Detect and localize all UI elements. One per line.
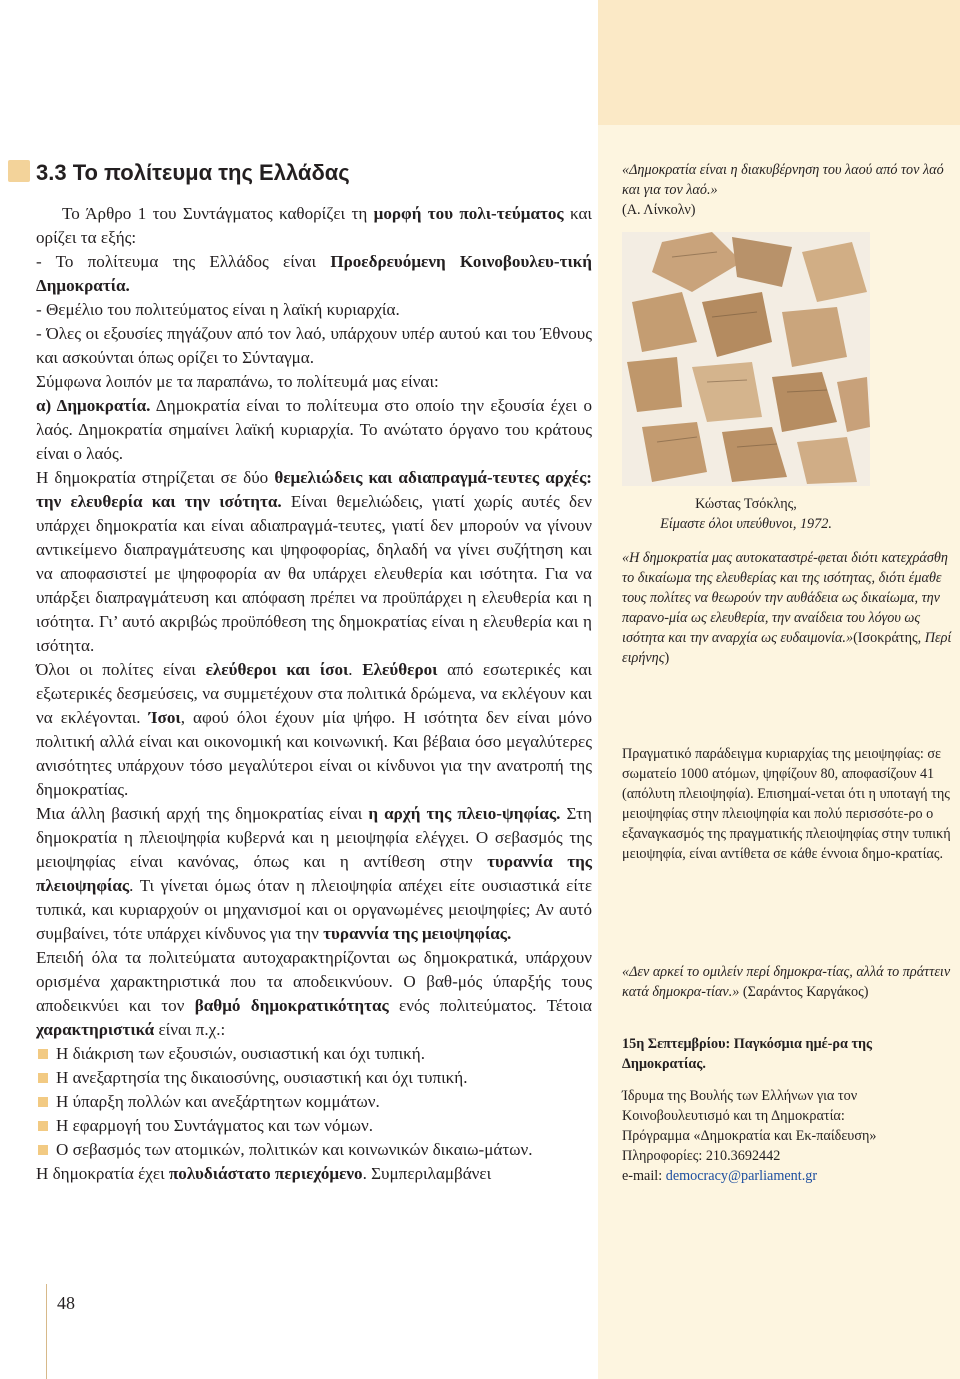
bullet-square-icon [38, 1097, 48, 1107]
paragraph-powers: - Όλες οι εξουσίες πηγάζουν από τον λαό, υπάρχουν υπέρ αυτού και του Έθνους και ασκούνται όπως ορίζει το Σύνταγμα. [36, 324, 592, 367]
email-link[interactable]: democracy@parliament.gr [665, 1168, 818, 1184]
minority-example: Πραγματικό παράδειγμα κυριαρχίας της μειοψηφίας: σε σωματείο 1000 ατόμων, ψηφίζουν 80, αποφασίζουν 41 (απόλυτη πλειοψηφία). Επισημαί-νεται ότι η υποταγή της μειοψηφίας στην πλειοψηφία και πολύ περισσότε-ρο ο εξαναγκασμός της πραγματικής πλειοψηφίας στην τυπική μειοψηφία, είναι αντίθετα σε κάθε έννοια δημο-κρατίας. [622, 746, 951, 862]
list-item: Η εφαρμογή του Συντάγματος και των νόμων. [36, 1114, 592, 1138]
paragraph-characteristics: Επειδή όλα τα πολιτεύματα αυτοχαρακτηρίζονται ως δημοκρατικά, υπάρχουν ορισμένα χαρακτηριστικά που τα αποδεικνύουν. Ο βαθ-μός ύπαρξής τους αποδεικνύει και τον βαθμό δημοκρατικότητας ενός πολιτεύματος. Τέτοια χαρακτηριστικά είναι π.χ.: [36, 948, 593, 1039]
kargakos-quote: «Δεν αρκεί το ομιλείν περί δημοκρα-τίας, αλλά το πράττειν κατά δημοκρα-τίαν.» (Σαράντος Καργάκος) [622, 964, 951, 1000]
paragraph-regime: - Το πολίτευμα της Ελλάδος είναι Προεδρευόμενη Κοινοβουλευ-τική Δημοκρατία. [36, 252, 592, 295]
paragraph-multidimensional: Η δημοκρατία έχει πολυδιάστατο περιεχόμενο. Συμπεριλαμβάνει [36, 1164, 492, 1183]
bullet-square-icon [38, 1073, 48, 1083]
democracy-day: 15η Σεπτεμβρίου: Παγκόσμια ημέ-ρα της Δημοκρατίας. [622, 1036, 873, 1072]
crumpled-newspapers-artwork [622, 232, 870, 486]
paragraph-summary: Σύμφωνα λοιπόν με τα παραπάνω, το πολίτευμά μας είναι: [36, 372, 439, 391]
paragraph-majority: Μια άλλη βασική αρχή της δημοκρατίας είναι η αρχή της πλειο-ψηφίας. Στη δημοκρατία η πλειοψηφία κυβερνά και η μειοψηφία ελέγχει. Ο σεβασμός της μειοψηφίας είναι κανόνας, όπως και η αντίθεση στην τυραννία της πλειοψηφίας. Τι γίνεται όμως όταν η πλειοψηφία απέχει είτε ουσιαστικά είτε τυπικά, και κυριαρχούν οι μηχανισμοί και οι οργανωμένες μειοψηφίες; Αν αυτό συμβαίνει, τότε υπάρχει κίνδυνος για την τυραννία της μειοψηφίας. [36, 804, 592, 943]
foundation-info: Ίδρυμα της Βουλής των Ελλήνων για τον Κοινοβουλευτισμό και τη Δημοκρατία: Πρόγραμμα «Δημοκρατία και Εκ-παίδευση» Πληροφορίες: 210.3692442 e-mail: democracy@parliament.gr [622, 1088, 877, 1184]
paragraph-free-equal: Όλοι οι πολίτες είναι ελεύθεροι και ίσοι. Ελεύθεροι από εσωτερικές και εξωτερικές δεσμεύσεις, να συμμετέχουν στα πολιτικά δρώμενα, να εκλέγουν και να εκλέγονται. Ίσοι, αφού όλοι έχουν μία ψήφο. Η ισότητα δεν είναι μόνο πολιτική αλλά είναι και οικονομική και κοινωνική. Και βέβαια όσο μεγαλύτερες ανισότητες υπάρχουν τόσο μεγαλύτεροι είναι οι κίνδυνοι για την ανατροπή της δημοκρατίας. [36, 660, 593, 799]
bullet-square-icon [38, 1121, 48, 1131]
paragraph-democracy-definition: α) Δημοκρατία. Δημοκρατία είναι το πολίτευμα στο οποίο την εξουσία έχει ο λαός. Δημοκρατία σημαίνει λαϊκή κυριαρχία. Το ανώτατο όργανο του κράτους είναι ο λαός. [36, 396, 592, 463]
list-item: Η ανεξαρτησία της δικαιοσύνης, ουσιαστική και όχι τυπική. [36, 1066, 592, 1090]
list-item: Ο σεβασμός των ατομικών, πολιτικών και κοινωνικών δικαιω-μάτων. [36, 1138, 592, 1162]
lincoln-quote: «Δημοκρατία είναι η διακυβέρνηση του λαού από τον λαό και για τον λαό.» (Α. Λίνκολν) [622, 162, 944, 218]
paragraph-foundation: - Θεμέλιο του πολιτεύματος είναι η λαϊκή κυριαρχία. [36, 300, 400, 319]
paragraph-principles: Η δημοκρατία στηρίζεται σε δύο θεμελιώδεις και αδιαπραγμά-τευτες αρχές: την ελευθερία και την ισότητα. Είναι θεμελιώδεις, γιατί χωρίς αυτές δεν υπάρχει δημοκρατία και είναι αδιαπραγμά-τευτες, γιατί δεν μπορούν να γίνουν αντικείμενο διαπραγμάτευσης και ψηφοφορίας, δηλαδή να γίνει συζήτηση και να αποφασιστεί με ψηφοφορία αν θα υπάρχει ελευθερία και ισότητα. Για να υπάρξει διαπραγμάτευση και απόφαση πρέπει να προϋπάρχει η ελευθερία και η ισότητα. Γι’ αυτό ακριβώς προϋπόθεση της δημοκρατίας είναι η ελευθερία και η ισότητα. [36, 468, 592, 655]
isocrates-quote: «Η δημοκρατία μας αυτοκαταστρέ-φεται διότι κατεχράσθη το δικαίωμα της ελευθερίας και της ισότητας, διότι έμαθε τους πολίτες να θεωρούν την αυθάδεια ως δικαίωμα, την παρανο-μία ως ελευθερία, την αναίδεια του λόγου ως ισότητα και την αναρχία ως ευδαιμονία.»(Ισοκράτης, Περί ειρήνης) [622, 550, 952, 666]
section-marker-icon [8, 160, 30, 182]
paragraph-article-1: Το Άρθρο 1 του Συντάγματος καθορίζει τη μορφή του πολι-τεύματος και ορίζει τα εξής: [36, 204, 593, 247]
page-number-rule [46, 1284, 47, 1379]
characteristics-list [36, 1042, 592, 1162]
list-item: Η ύπαρξη πολλών και ανεξάρτητων κομμάτων. [36, 1090, 592, 1114]
bullet-square-icon [38, 1145, 48, 1155]
section-title: 3.3 Το πολίτευμα της Ελλάδας [36, 160, 350, 185]
header-color-block [598, 0, 960, 125]
page-number: 48 [57, 1293, 75, 1313]
artwork-caption: Κώστας Τσόκλης, Είμαστε όλοι υπεύθυνοι, 1972. [660, 496, 832, 532]
list-item: Η διάκριση των εξουσιών, ουσιαστική και όχι τυπική. [36, 1042, 592, 1066]
main-column [36, 158, 592, 1186]
artwork-image [622, 232, 870, 486]
bullet-square-icon [38, 1049, 48, 1059]
